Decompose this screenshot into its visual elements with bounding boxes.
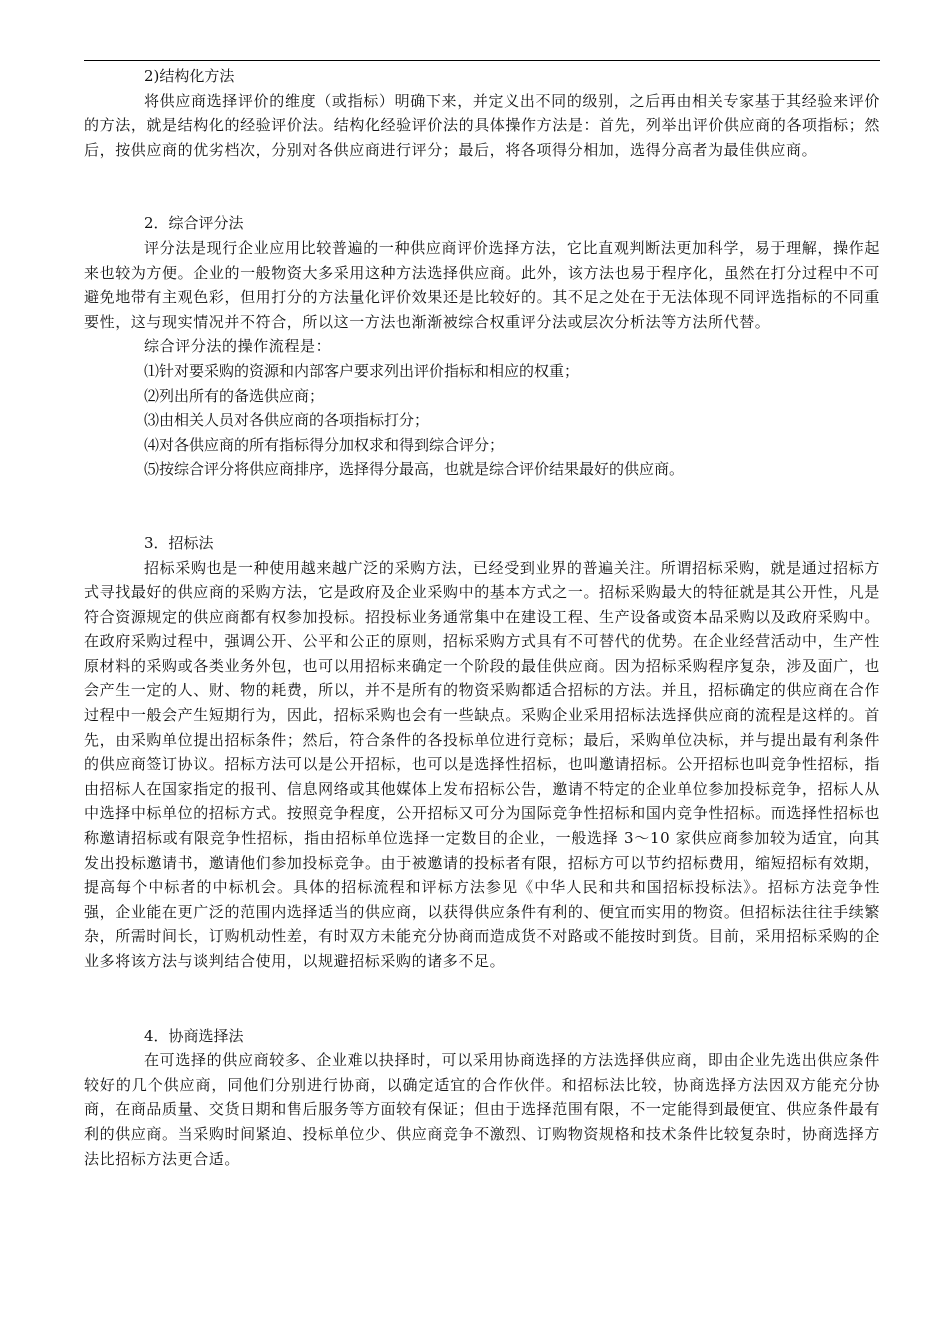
section-bidding-method — [84, 531, 880, 974]
section-spacer — [84, 162, 880, 211]
list-item: ⑷对各供应商的所有指标得分加权求和得到综合评分； — [144, 435, 505, 454]
section-structured-method — [84, 64, 880, 162]
paragraph: 评分法是现行企业应用比较普遍的一种供应商评价选择方法，它比直观判断法更加科学，易于理解，操作起来也较为方便。企业的一般物资大多采用这种方法选择供应商。此外，该方法也易于程序化，虽然在打分过程中不可避免地带有主观色彩，但用打分的方法量化评价效果还是比较好的。其不足之处在于无法体现不同评选指标的不同重要性，这与现实情况并不符合，所以这一方法也渐渐被综合权重评分法或层次分析法等方法所代替。 — [84, 238, 880, 331]
section-heading: 3．招标法 — [144, 533, 214, 552]
paragraph: 综合评分法的操作流程是： — [144, 337, 332, 356]
paragraph: 将供应商选择评价的维度（或指标）明确下来，并定义出不同的级别，之后再由相关专家基于其经验来评价的方法，就是结构化的经验评价法。结构化经验评价法的具体操作方法是：首先，列举出评价供应商的各项指标；然后，按供应商的优劣档次，分别对各供应商进行评分；最后，将各项得分相加，选得分高者为最佳供应商。 — [84, 91, 880, 159]
document-body — [84, 64, 880, 1171]
section-heading: 2．综合评分法 — [144, 214, 244, 233]
section-heading: 2)结构化方法 — [144, 67, 235, 85]
section-heading: 4．协商选择法 — [144, 1026, 244, 1045]
list-item: ⑵列出所有的备选供应商； — [144, 386, 325, 405]
paragraph: 招标采购也是一种使用越来越广泛的采购方法，已经受到业界的普遍关注。所谓招标采购，就是通过招标方式寻找最好的供应商的采购方法，它是政府及企业采购中的基本方式之一。招标采购最大的特征就是其公开性，凡是符合资源规定的供应商都有权参加投标。招投标业务通常集中在建设工程、生产设备或资本品采购以及政府采购中。在政府采购过程中，强调公开、公平和公正的原则，招标采购方式具有不可替代的优势。在企业经营活动中，生产性原材料的采购或各类业务外包，也可以用招标来确定一个阶段的最佳供应商。因为招标采购程序复杂，涉及面广，也会产生一定的人、财、物的耗费，所以，并不是所有的物资采购都适合招标的方法。并且，招标确定的供应商在合作过程中一般会产生短期行为，因此，招标采购也会有一些缺点。采购企业采用招标法选择供应商的流程是这样的。首先，由采购单位提出招标条件；然后，符合条件的各投标单位进行竞标；最后，采购单位决标，并与提出最有利条件的供应商签订协议。招标方法可以是公开招标，也可以是选择性招标，也叫邀请招标。公开招标也叫竞争性招标，指由招标人在国家指定的报刊、信息网络或其他媒体上发布招标公告，邀请不特定的企业单位参加投标竞争，招标人从中选择中标单位的招标方式。按照竞争程度，公开招标又可分为国际竞争性招标和国内竞争性招标。而选择性招标也称邀请招标或有限竞争性招标，指由招标单位选择一定数目的企业，一般选择 3～10 家供应商参加较为适宜，向其发出投标邀请书，邀请他们参加投标竞争。由于被邀请的投标者有限，招标方可以节约招标费用，缩短招标有效期，提高每个中标者的中标机会。具体的招标流程和评标方法参见《中华人民和共和国招标投标法》。招标方法竞争性强，企业能在更广泛的范围内选择适当的供应商，以获得供应条件有利的、便宜而实用的物资。但招标法往往手续繁杂，所需时间长，订购机动性差，有时双方未能充分协商而造成货不对路或不能按时到货。目前，采用招标采购的企业多将该方法与谈判结合使用，以规避招标采购的诸多不足。 — [84, 558, 880, 970]
section-spacer — [84, 974, 880, 1024]
section-negotiation-method — [84, 1024, 880, 1172]
section-spacer — [84, 482, 880, 531]
paragraph: 在可选择的供应商较多、企业难以抉择时，可以采用协商选择的方法选择供应商，即由企业先选出供应条件较好的几个供应商，同他们分别进行协商，以确定适宜的合作伙伴。和招标法比较，协商选择方法因双方能充分协商，在商品质量、交货日期和售后服务等方面较有保证；但由于选择范围有限，不一定能得到最便宜、供应条件最有利的供应商。当采购时间紧迫、投标单位少、供应商竞争不激烈、订购物资规格和技术条件比较复杂时，协商选择方法比招标方法更合适。 — [84, 1051, 880, 1168]
section-comprehensive-scoring — [84, 211, 880, 482]
list-item: ⑶由相关人员对各供应商的各项指标打分； — [144, 411, 430, 430]
list-item: ⑸按综合评分将供应商排序，选择得分最高，也就是综合评价结果最好的供应商。 — [144, 460, 685, 479]
list-item: ⑴针对要采购的资源和内部客户要求列出评价指标和相应的权重； — [144, 361, 580, 380]
header-rule — [84, 60, 880, 61]
